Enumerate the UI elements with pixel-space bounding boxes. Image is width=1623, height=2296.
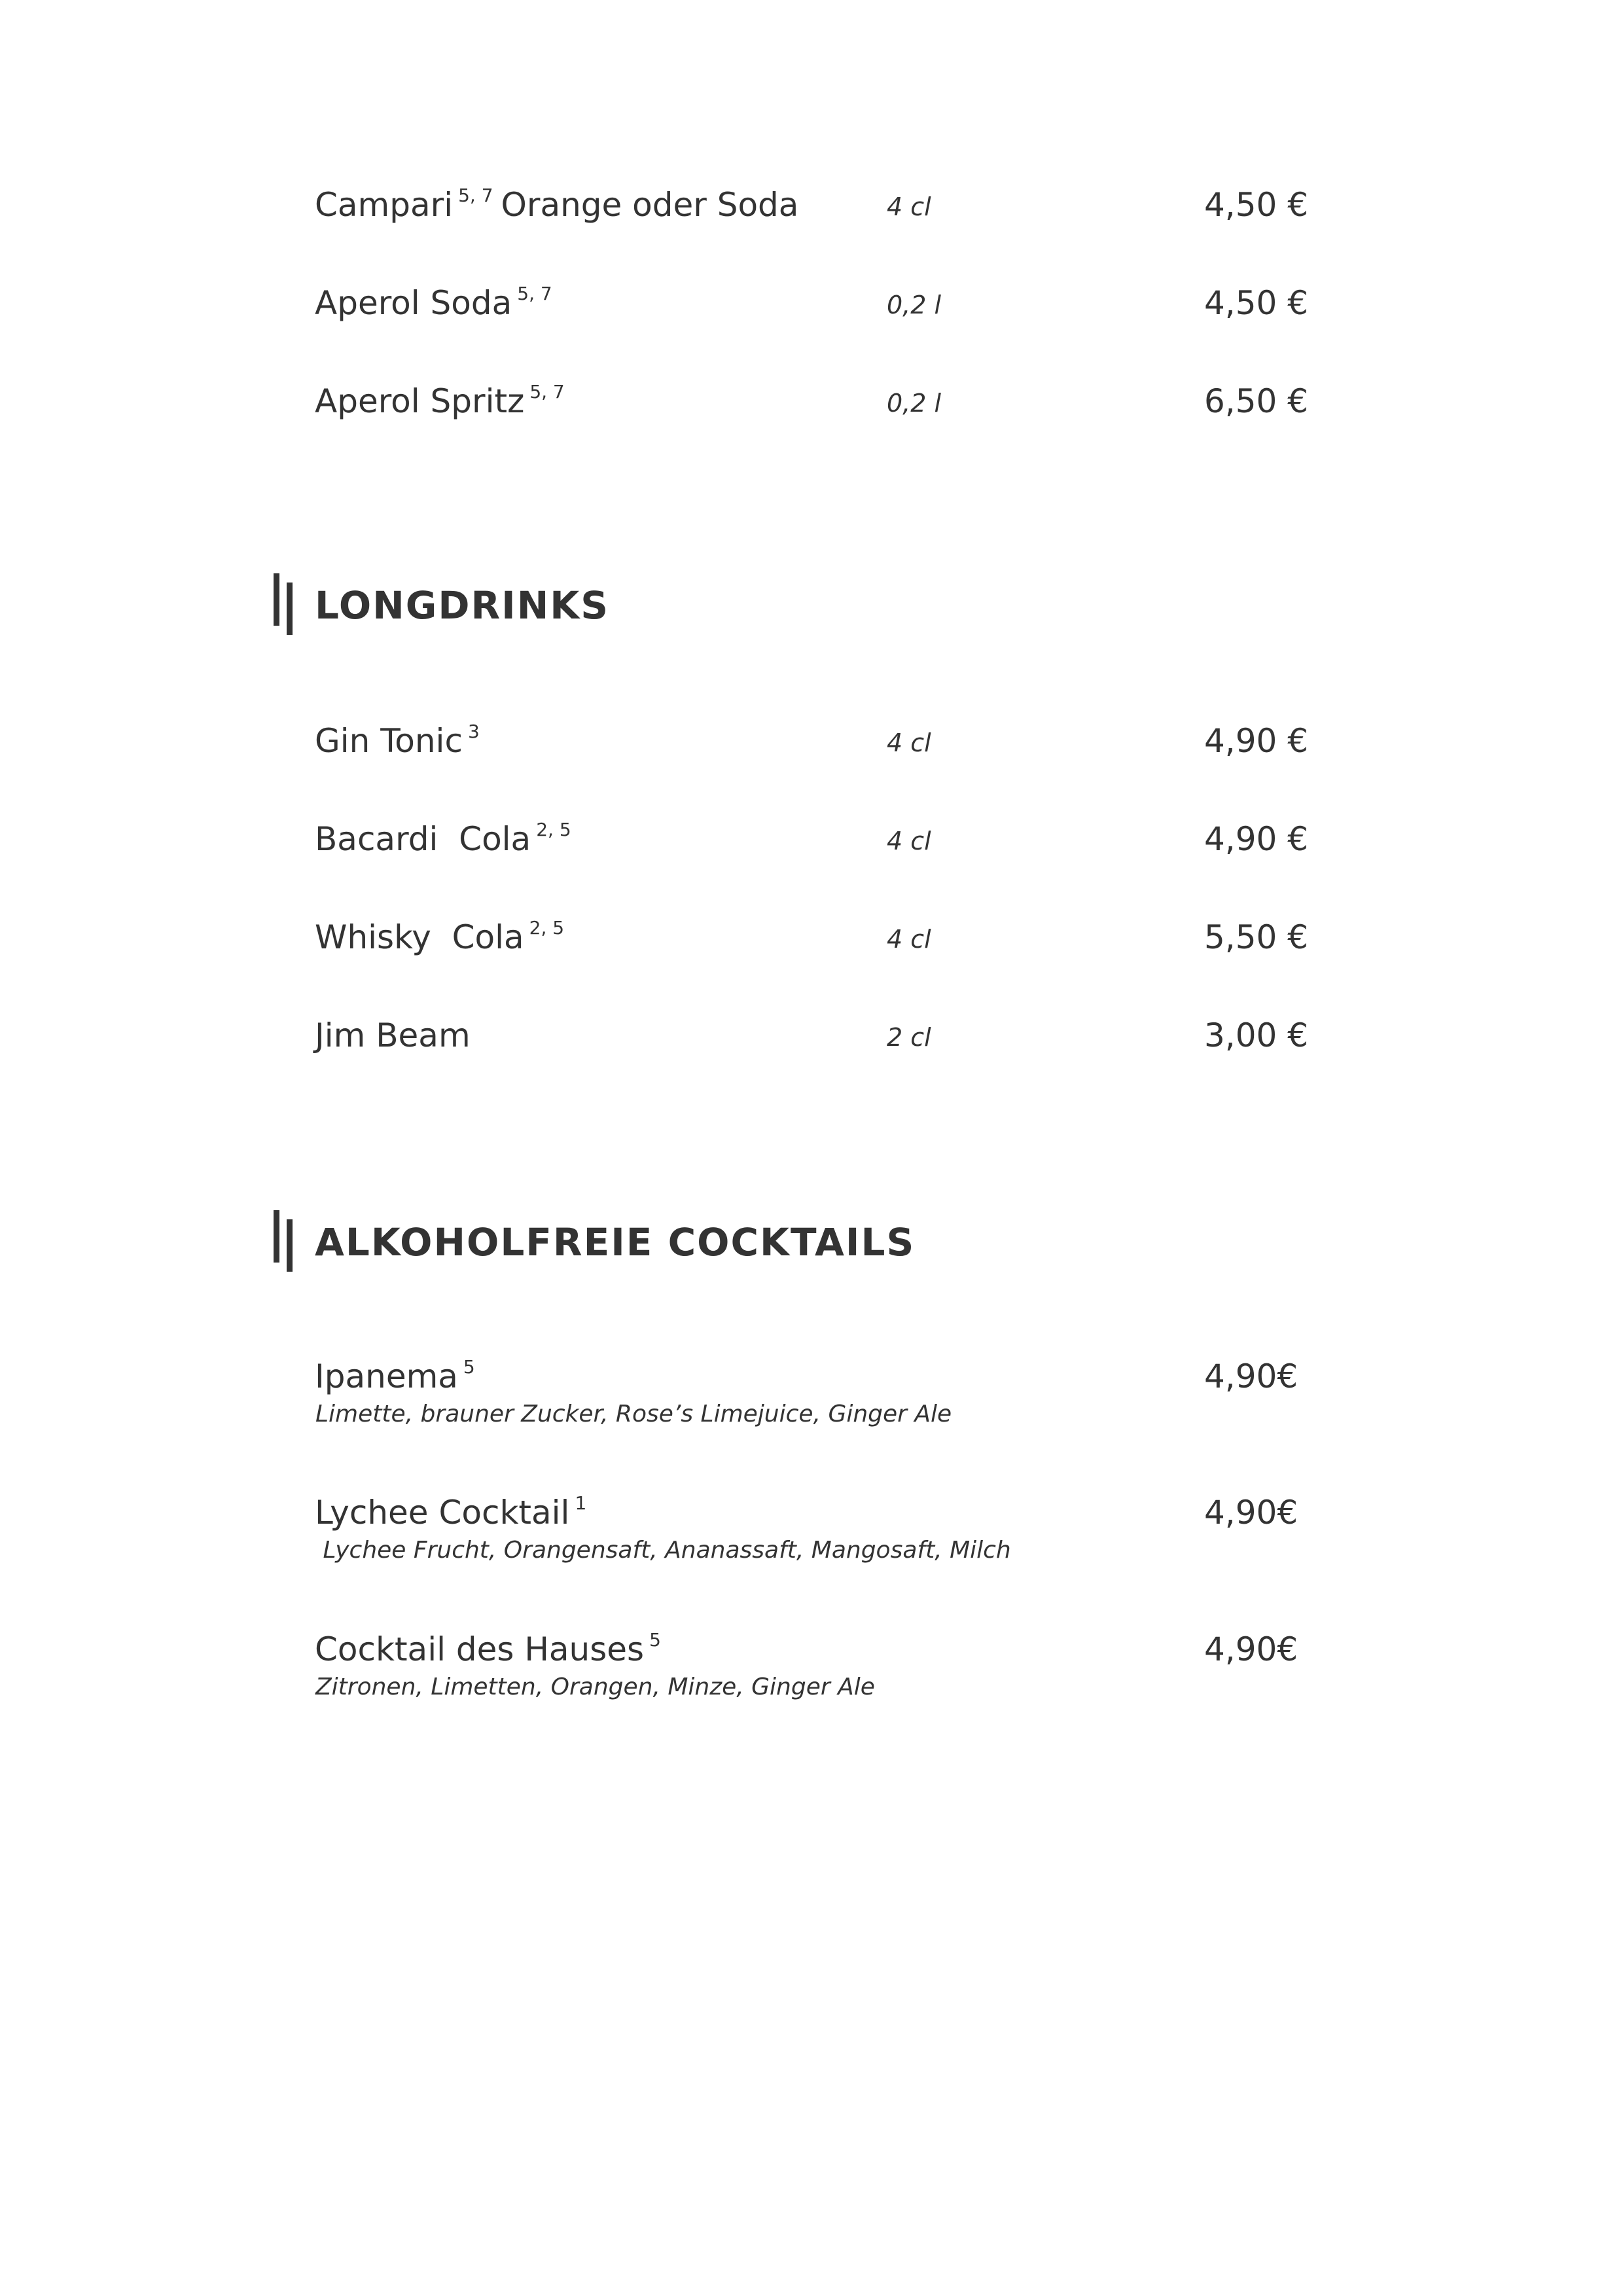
section-longdrinks — [274, 573, 1386, 639]
item-volume: 4 cl — [887, 192, 931, 221]
allergen-note: 5 — [463, 1356, 475, 1378]
item-price: 4,50 € — [1204, 284, 1309, 322]
item-price: 3,00 € — [1204, 1016, 1309, 1054]
allergen-note: 5 — [649, 1629, 661, 1651]
item-volume: 4 cl — [887, 827, 931, 855]
item-name: Jim Beam — [315, 1016, 471, 1054]
item-price: 4,50 € — [1204, 186, 1309, 224]
item-volume: 4 cl — [887, 925, 931, 954]
item-volume: 2 cl — [887, 1023, 931, 1052]
menu-item — [0, 1016, 1623, 1075]
item-price: 6,50 € — [1204, 382, 1309, 420]
item-name: Aperol Spritz $^{5, 7}$ — [315, 381, 565, 420]
allergen-note: 5, 7 — [529, 381, 565, 403]
item-name: Aperol Soda $^{5, 7}$ — [315, 283, 552, 322]
section-heading: LONGDRINKS — [315, 583, 609, 628]
item-volume: 0,2 l — [887, 389, 942, 418]
item-price: 4,90€ — [1204, 1630, 1298, 1668]
item-name: Cocktail des Hauses $^5$ — [315, 1629, 661, 1668]
item-volume: 0,2 l — [887, 291, 942, 319]
item-price: 4,90 € — [1204, 820, 1309, 858]
allergen-note: 5, 7 — [517, 283, 552, 304]
menu-item — [0, 1357, 1623, 1455]
item-name-suffix: Orange oder Soda — [501, 186, 799, 224]
section-alkoholfreie-cocktails — [274, 1210, 1386, 1276]
section-marker-icon — [274, 1210, 279, 1263]
item-name: Campari $^{5, 7}$ Orange oder Soda — [315, 185, 799, 224]
menu-item — [0, 185, 1623, 244]
allergen-note: 3 — [467, 721, 480, 742]
item-price: 4,90€ — [1204, 1494, 1298, 1532]
item-name: Ipanema $^5$ — [315, 1356, 475, 1395]
item-description: Limette, brauner Zucker, Rose’s Limejuice, Ginger Ale — [315, 1401, 952, 1427]
section-heading: ALKOHOLFREIE COCKTAILS — [315, 1220, 916, 1265]
allergen-note: 2, 5 — [536, 819, 571, 840]
item-name: Bacardi Cola $^{2, 5}$ — [315, 819, 571, 858]
item-description: Zitronen, Limetten, Orangen, Minze, Ginger Ale — [315, 1674, 875, 1700]
section-marker-icon — [287, 583, 293, 635]
allergen-note: 1 — [575, 1492, 587, 1514]
item-description: Lychee Frucht, Orangensaft, Ananassaft, Mangosaft, Milch — [315, 1537, 1011, 1564]
section-marker-icon — [274, 573, 279, 626]
menu-item — [0, 819, 1623, 878]
item-price: 4,90€ — [1204, 1357, 1298, 1395]
menu-item — [0, 1630, 1623, 1728]
menu-item — [0, 382, 1623, 440]
menu-item — [0, 1493, 1623, 1591]
menu-item — [0, 283, 1623, 342]
allergen-note: 5, 7 — [458, 185, 493, 206]
menu-item — [0, 918, 1623, 977]
menu-item — [0, 721, 1623, 780]
section-marker-icon — [287, 1219, 293, 1272]
item-price: 4,90 € — [1204, 722, 1309, 760]
item-name: Whisky Cola $^{2, 5}$ — [315, 917, 565, 956]
allergen-note: 2, 5 — [529, 917, 565, 939]
item-volume: 4 cl — [887, 728, 931, 757]
item-name: Lychee Cocktail $^1$ — [315, 1492, 587, 1532]
item-name: Gin Tonic $^3$ — [315, 721, 480, 760]
item-price: 5,50 € — [1204, 918, 1309, 956]
